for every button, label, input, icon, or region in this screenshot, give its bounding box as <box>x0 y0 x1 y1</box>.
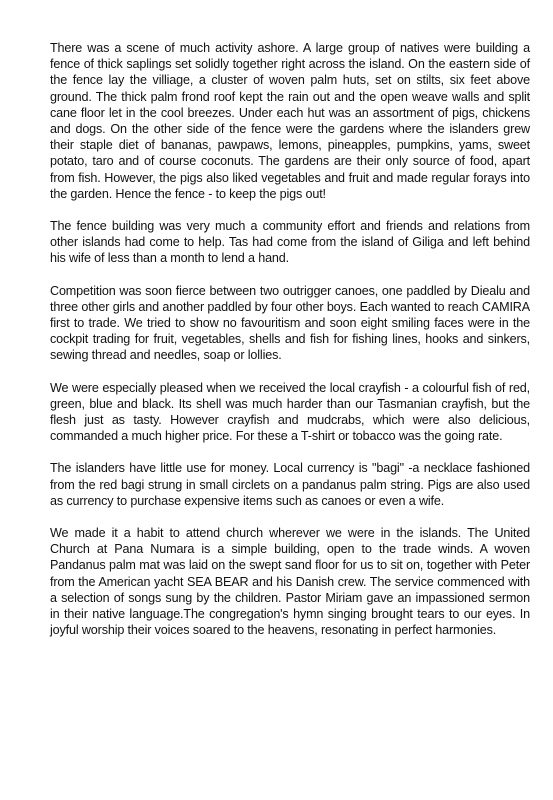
paragraph-church: We made it a habit to attend church wherever we were in the islands. The United Church at Pana Numara is a simple building, open to the trade winds. A woven Pandanus palm mat was laid on the swept sand floor for us to sit on, together with Peter from the American yacht SEA BEAR and his Danish crew. The service commenced with a selection of songs sung by the children. Pastor Miriam gave an impassioned sermon in their native language.The congregation's hymn singing brought tears to our eyes. In joyful worship their voices soared to the heavens, resonating in perfect harmonies. <box>50 526 530 638</box>
paragraph-fence-scene: There was a scene of much activity ashore. A large group of natives were building a fence of thick saplings set solidly together right across the island. On the eastern side of the fence lay the villiage, a cluster of woven palm huts, set on stilts, six feet above ground. The thick palm frond roof kept the rain out and the open weave walls and split cane floor let in the cool breezes. Under each hut was an assortment of pigs, chickens and dogs. On the other side of the fence were the gardens where the islanders grew their staple diet of bananas, pawpaws, lemons, pineapples, pumpkins, yams, sweet potato, taro and of course coconuts. The gardens are their only source of food, apart from fish. However, the pigs also liked vegetables and fruit and made regular forays into the garden. Hence the fence - to keep the pigs out! <box>50 41 530 201</box>
paragraph-currency: The islanders have little use for money. Local currency is "bagi" -a necklace fashioned from the red bagi strung in small circlets on a pandanus palm string. Pigs are also used as currency to purchase expensive items such as canoes or even a wife. <box>50 461 530 508</box>
paragraph-community-effort: The fence building was very much a community effort and friends and relations from other islands had come to help. Tas had come from the island of Giliga and left behind his wife of less than a month to lend a hand. <box>50 219 530 266</box>
paragraph-canoe-competition: Competition was soon fierce between two outrigger canoes, one paddled by Diealu and three other girls and another paddled by four other boys. Each wanted to reach CAMIRA first to trade. We tried to show no favouritism and soon eight smiling faces were in the cockpit trading for fruit, vegetables, shells and fish for fishing lines, hooks and sinkers, sewing thread and needles, soap or lollies. <box>50 283 530 363</box>
paragraph-crayfish: We were especially pleased when we received the local crayfish - a colourful fish of red, green, blue and black. Its shell was much harder than our Tasmanian crayfish, but the flesh just as tasty. However crayfish and mudcrabs, which were also delicious, commanded a much higher price. For these a T-shirt or tobacco was the going rate. <box>50 380 530 444</box>
document-page <box>50 40 530 655</box>
